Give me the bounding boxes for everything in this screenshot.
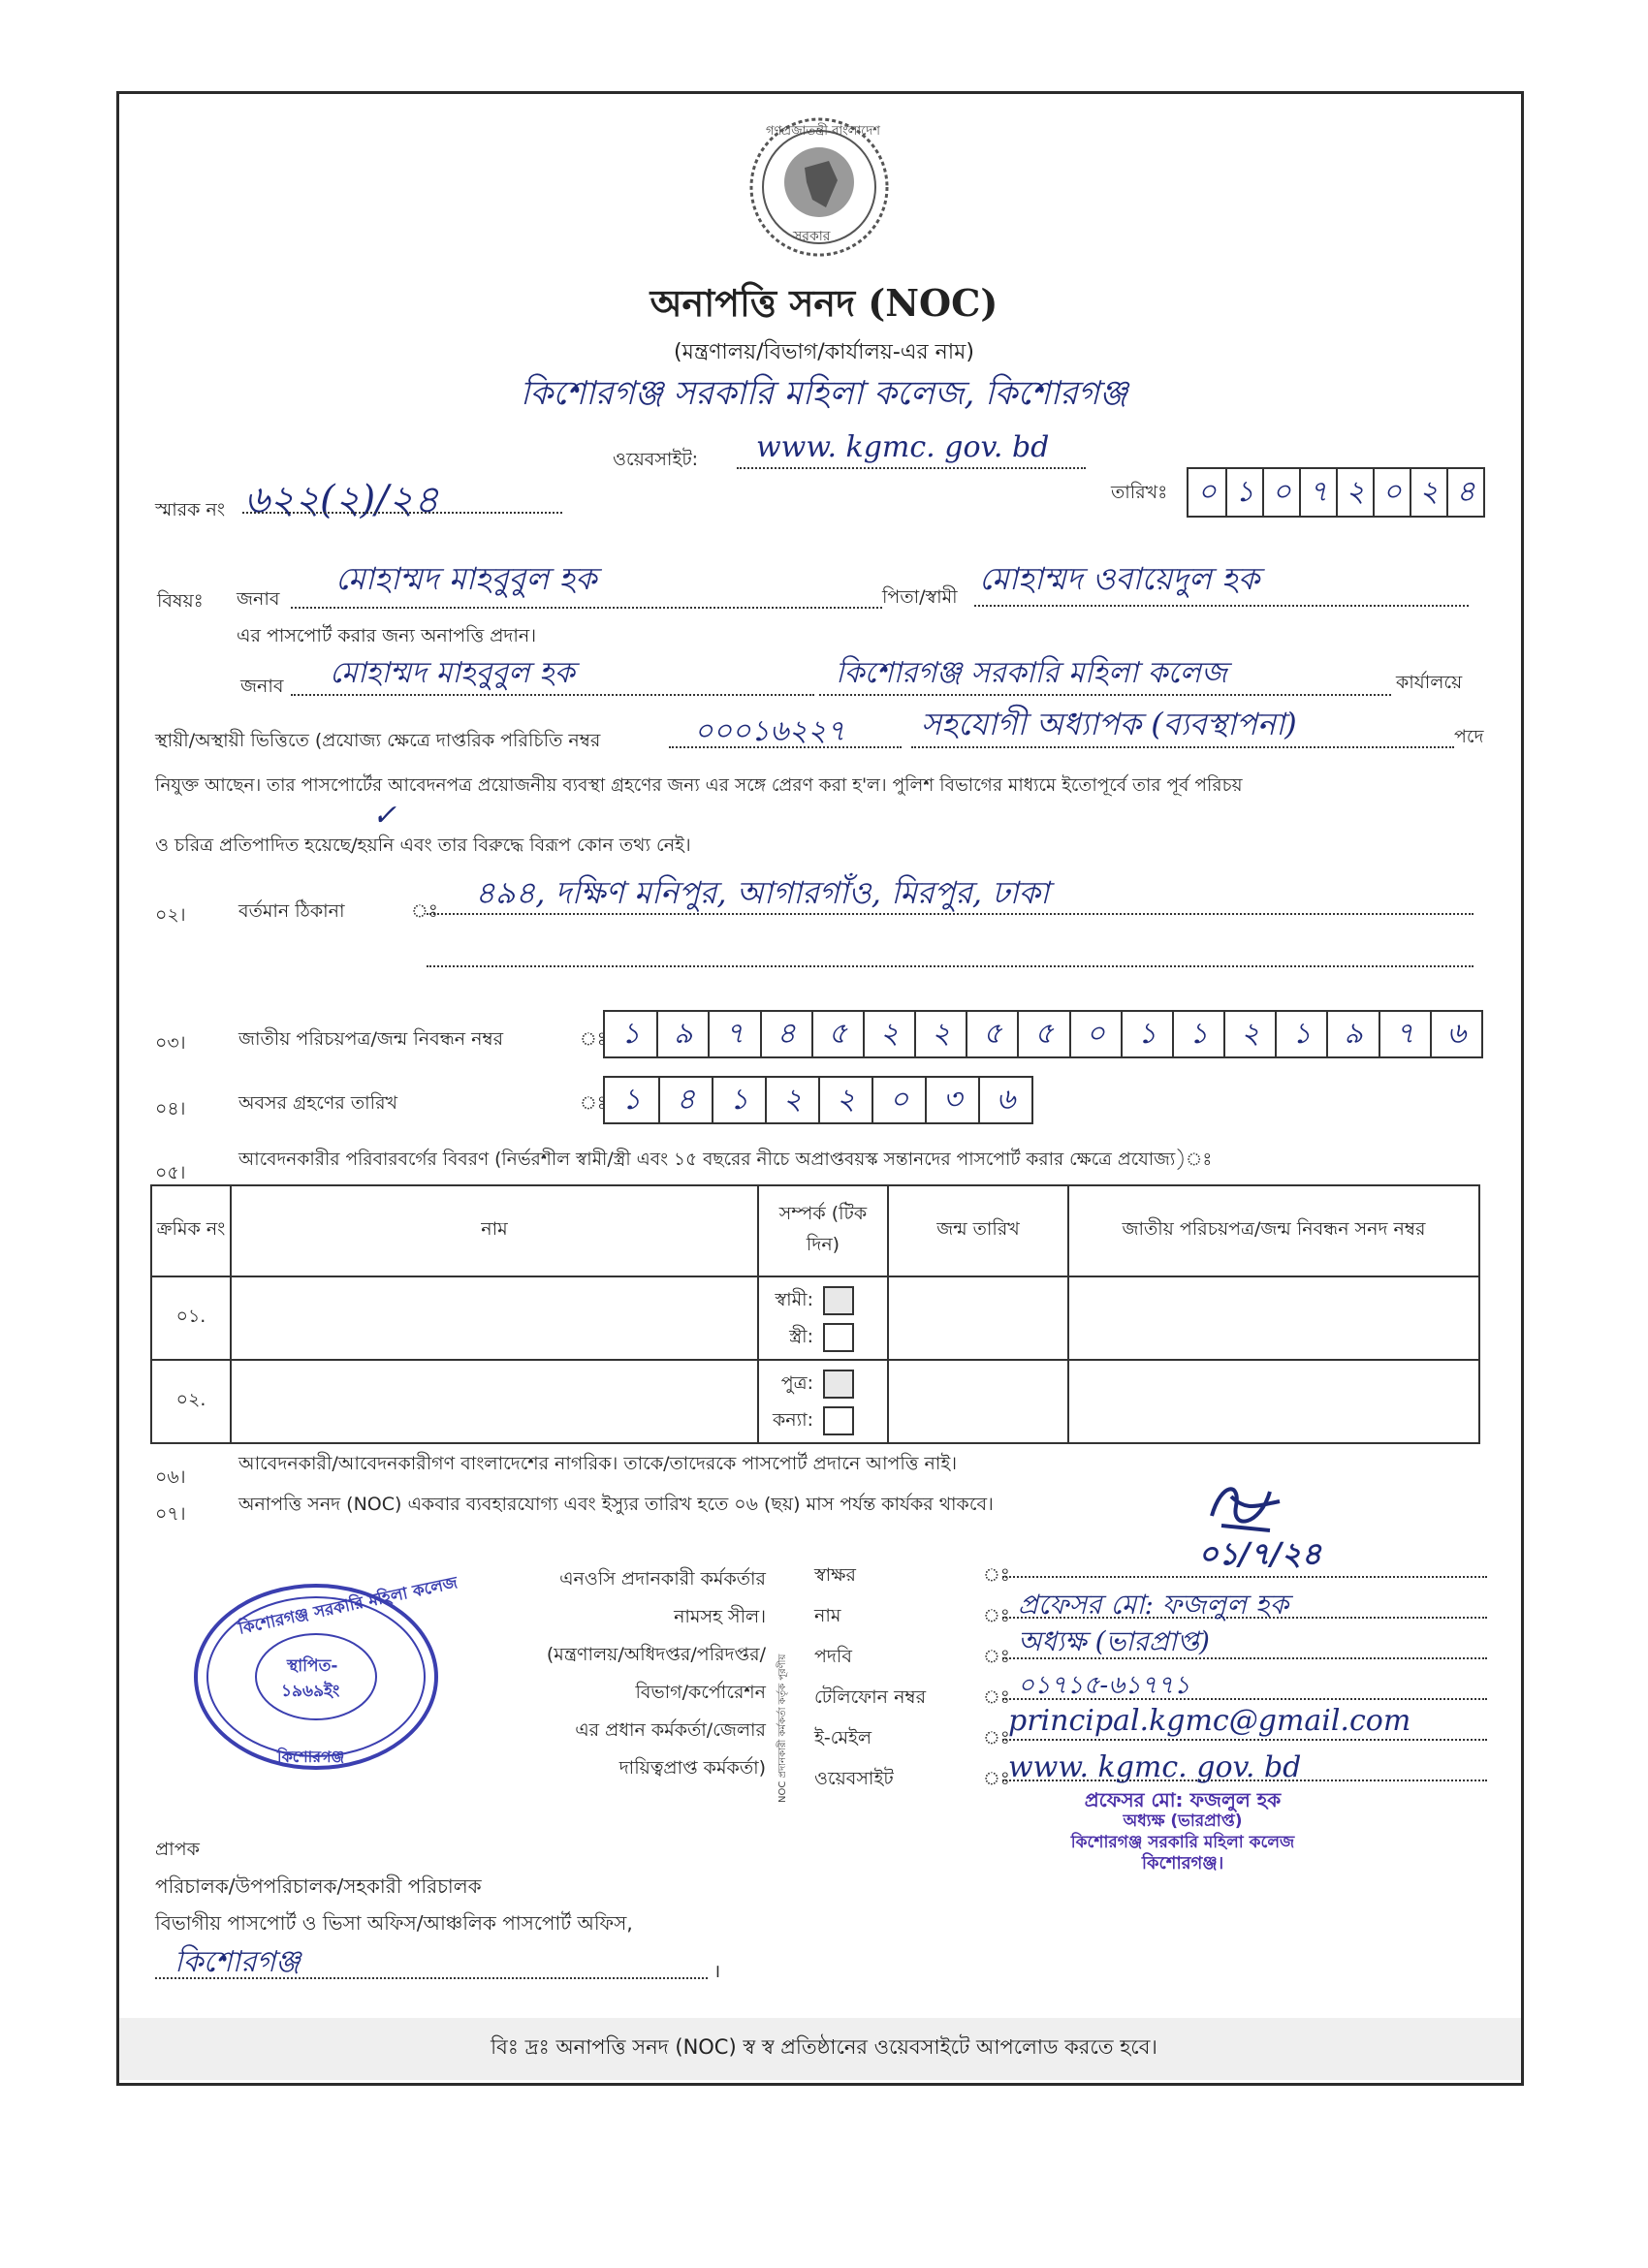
officer-email-value: principal.kgmc@gmail.com	[1008, 1704, 1411, 1738]
officer-designation-value: অধ্যক্ষ (ভারপ্রাপ্ত)	[1018, 1625, 1210, 1657]
item5-label: আবেদনকারীর পরিবারবর্গের বিবরণ (নির্ভরশীল স্বামী/স্ত্রী এবং ১৫ বছরের নীচে অপ্রাপ্তবয়স্ক সন্তানদের পাসপোর্ট করার ক্ষেত্রে প্রযোজ্য)ঃ	[238, 1150, 1213, 1170]
nid-digit: ০	[1069, 1012, 1121, 1056]
family-table	[150, 1184, 1480, 1444]
subject-label: বিষয়ঃ	[157, 590, 204, 612]
tick-mark: ✓	[372, 799, 397, 833]
body-para2: ও চরিত্র প্রতিপাদিত হয়েছে/হয়নি এবং তার বিরুদ্ধে বিরূপ কোন তথ্য নেই।	[155, 835, 691, 856]
nid-digit: ৭	[708, 1012, 759, 1056]
date-digit: ০	[1197, 474, 1217, 509]
perm-label: স্থায়ী/অস্থায়ী ভিত্তিতে (প্রযোজ্য ক্ষেত্রে দাপ্তরিক পরিচিতি নম্বর	[155, 730, 601, 751]
date-digit: ০	[1262, 469, 1299, 516]
nid-digit: ৫	[1017, 1012, 1068, 1056]
signature-date: ০১/৭/২৪	[1198, 1535, 1322, 1572]
date-digit: ৪	[1446, 469, 1483, 516]
nid-digit: ৭	[1379, 1012, 1430, 1056]
retirement-date-box	[603, 1076, 1033, 1124]
officer-phone-value: ০১৭১৫-৬১৭৭১	[1018, 1671, 1190, 1700]
nid-box	[603, 1010, 1483, 1058]
body-janab: জনাব	[240, 676, 284, 697]
item5-number: ০৫।	[155, 1162, 186, 1183]
row-relation: স্বামী: স্ত্রী:	[758, 1276, 888, 1360]
note6-number: ০৬।	[155, 1466, 186, 1488]
row-nid	[1068, 1276, 1479, 1360]
row-nid	[1068, 1360, 1479, 1443]
nid-digit: ১	[620, 1016, 641, 1051]
row-dob	[888, 1360, 1068, 1443]
seal-outer-text: কিশোরগঞ্জ সরকারি মহিলা কলেজ	[237, 1573, 460, 1639]
ministry-subtitle: (মন্ত্রণালয়/বিভাগ/কার্যালয়-এর নাম)	[674, 340, 974, 364]
nid-digit: ৫	[966, 1012, 1017, 1056]
item3-label: জাতীয় পরিচয়পত্র/জন্ম নিবন্ধন নম্বর	[238, 1028, 504, 1050]
body-office: কিশোরগঞ্জ সরকারি মহিলা কলেজ	[836, 656, 1227, 690]
daughter-checkbox[interactable]	[823, 1406, 854, 1435]
row-relation: পুত্র: কন্যা:	[758, 1360, 888, 1443]
date-label: তারিখঃ	[1111, 482, 1168, 503]
nid-digit: ১	[1172, 1012, 1223, 1056]
item4-label: অবসর গ্রহণের তারিখ	[238, 1092, 398, 1114]
father-label: পিতা/স্বামী	[882, 586, 958, 608]
document-title: অনাপত্তি সনদ (NOC)	[650, 281, 998, 325]
designation-value: সহযোগী অধ্যাপক (ব্যবস্থাপনা)	[921, 706, 1297, 742]
nid-digit: ২	[863, 1012, 914, 1056]
footer-note: বিঃ দ্রঃ অনাপত্তি সনদ (NOC) স্ব স্ব প্রতিষ্ঠানের ওয়েবসাইটে আপলোড করতে হবে।	[491, 2035, 1157, 2059]
row-name	[231, 1360, 758, 1443]
officer-website-value: www. kgmc. gov. bd	[1008, 1750, 1302, 1784]
item2-number: ০২।	[155, 904, 186, 926]
th-name: নাম	[231, 1185, 758, 1276]
th-serial: ক্রমিক নং	[151, 1185, 231, 1276]
row-dob	[888, 1276, 1068, 1360]
emblem-top-text: গণপ্রজাতন্ত্রী বাংলাদেশ	[766, 124, 880, 139]
officer-name-value: প্রফেসর মো: ফজলুল হক	[1018, 1589, 1289, 1621]
row-serial: ০১.	[151, 1276, 231, 1360]
father-name: মোহাম্মদ ওবায়েদুল হক	[979, 560, 1260, 597]
nid-digit: ১	[1275, 1012, 1326, 1056]
table-row	[151, 1276, 1479, 1360]
subject-janab: জনাব	[237, 588, 280, 610]
wife-checkbox[interactable]	[823, 1323, 854, 1352]
recipient-city: কিশোরগঞ্জ	[174, 1945, 301, 1979]
vertical-note: NOC প্রদানকারী কর্মকর্তা কর্তৃক পূরণীয়	[777, 1654, 788, 1803]
current-address: ৪৯৪, দক্ষিণ মনিপুর, আগারগাঁও, মিরপুর, ঢাকা	[475, 874, 1050, 911]
official-id-number: ০০০১৬২২৭	[694, 714, 846, 748]
subject-name: মোহাম্মদ মাহবুবুল হক	[335, 560, 597, 597]
officer-description: এনওসি প্রদানকারী কর্মকর্তার নামসহ সীল। (মন্ত্রণালয়/অধিদপ্তর/পরিদপ্তর/ বিভাগ/কর্পোরেশন এর প্রধান কর্মকর্তা/জেলার দায়িত্বপ্রাপ্ত কর্মকর্তা)	[546, 1568, 766, 1779]
officer-name-stamp: প্রফেসর মো: ফজলুল হক অধ্যক্ষ (ভারপ্রাপ্ত) কিশোরগঞ্জ সরকারি মহিলা কলেজ কিশোরগঞ্জ।	[1070, 1788, 1295, 1874]
retirement-digit: ১	[712, 1078, 765, 1122]
officer-fields: স্বাক্ষর নাম পদবি টেলিফোন নম্বর ই-মেইল ওয়েবসাইট	[814, 1564, 927, 1789]
item3-number: ০৩।	[155, 1032, 186, 1054]
nid-digit: ৫	[811, 1012, 863, 1056]
seal-bottom-text: কিশোরগঞ্জ	[277, 1748, 345, 1766]
row-serial: ০২.	[151, 1360, 231, 1443]
emblem-bottom-text: সরকার	[793, 229, 831, 244]
retirement-digit: ১	[621, 1082, 642, 1117]
nid-digit: ২	[914, 1012, 966, 1056]
note7-number: ০৭।	[155, 1503, 186, 1525]
nid-digit: ৬	[1430, 1012, 1481, 1056]
website-label: ওয়েবসাইট:	[613, 449, 699, 470]
nid-digit: ৪	[760, 1012, 811, 1056]
memo-label: স্মারক নং	[155, 499, 226, 520]
recipient-line1: পরিচালক/উপপরিচালক/সহকারী পরিচালক	[155, 1874, 482, 1898]
th-nid: জাতীয় পরিচয়পত্র/জন্ম নিবন্ধন সনদ নম্বর	[1068, 1185, 1479, 1276]
row-name	[231, 1276, 758, 1360]
date-digit: ৭	[1299, 469, 1336, 516]
body-para1: নিযুক্ত আছেন। তার পাসপোর্টের আবেদনপত্র প্রয়োজনীয় ব্যবস্থা গ্রহণের জন্য এর সঙ্গে প্রেরণ করা হ'ল। পুলিশ বিভাগের মাধ্যমে ইতোপূর্বে তার পূর্ব পরিচয়	[155, 775, 1243, 796]
date-box	[1187, 467, 1485, 518]
memo-value: ৬২২(২)/২৪	[244, 478, 439, 522]
office-name-handwritten: কিশোরগঞ্জ সরকারি মহিলা কলেজ, কিশোরগঞ্জ	[520, 374, 1128, 413]
th-relation: সম্পর্ক (টিক দিন)	[758, 1185, 888, 1276]
website-value: www. kgmc. gov. bd	[756, 430, 1050, 464]
date-digit: ২	[1336, 469, 1373, 516]
table-row	[151, 1360, 1479, 1443]
retirement-digit: ২	[765, 1078, 818, 1122]
note7-text: অনাপত্তি সনদ (NOC) একবার ব্যবহারযোগ্য এবং ইস্যুর তারিখ হতে ০৬ (ছয়) মাস পর্যন্ত কার্যকর থাকবে।	[238, 1494, 994, 1515]
seal-inner-established: স্থাপিত-	[287, 1656, 338, 1676]
body-name: মোহাম্মদ মাহবুবুল হক	[330, 656, 575, 690]
retirement-digit: ২	[818, 1078, 872, 1122]
retirement-digit: ৬	[978, 1078, 1031, 1122]
son-checkbox[interactable]	[823, 1370, 854, 1399]
seal-inner-year: ১৯৬৯ইং	[281, 1682, 340, 1701]
husband-checkbox[interactable]	[823, 1286, 854, 1315]
date-digit: ১	[1225, 469, 1262, 516]
recipient-line2: বিভাগীয় পাসপোর্ট ও ভিসা অফিস/আঞ্চলিক পাসপোর্ট অফিস,	[155, 1911, 633, 1935]
nid-digit: ৯	[1326, 1012, 1378, 1056]
date-digit: ২	[1410, 469, 1446, 516]
th-dob: জন্ম তারিখ	[888, 1185, 1068, 1276]
office-suffix: কার্যালয়ে	[1396, 672, 1463, 693]
retirement-digit: ৪	[658, 1078, 712, 1122]
item2-label: বর্তমান ঠিকানা	[238, 900, 345, 922]
date-digit: ০	[1373, 469, 1410, 516]
recipient-label: প্রাপক	[155, 1839, 200, 1860]
note6-text: আবেদনকারী/আবেদনকারীগণ বাংলাদেশের নাগরিক। তাকে/তাদেরকে পাসপোর্ট প্রদানে আপত্তি নাই।	[238, 1453, 958, 1474]
retirement-digit: ৩	[925, 1078, 978, 1122]
post-label: পদে	[1454, 726, 1484, 747]
nid-digit: ৯	[656, 1012, 708, 1056]
subject-line2: এর পাসপোর্ট করার জন্য অনাপত্তি প্রদান।	[237, 625, 537, 646]
nid-digit: ২	[1223, 1012, 1275, 1056]
nid-digit: ১	[1121, 1012, 1172, 1056]
retirement-digit: ০	[872, 1078, 925, 1122]
item4-number: ০৪।	[155, 1098, 186, 1119]
